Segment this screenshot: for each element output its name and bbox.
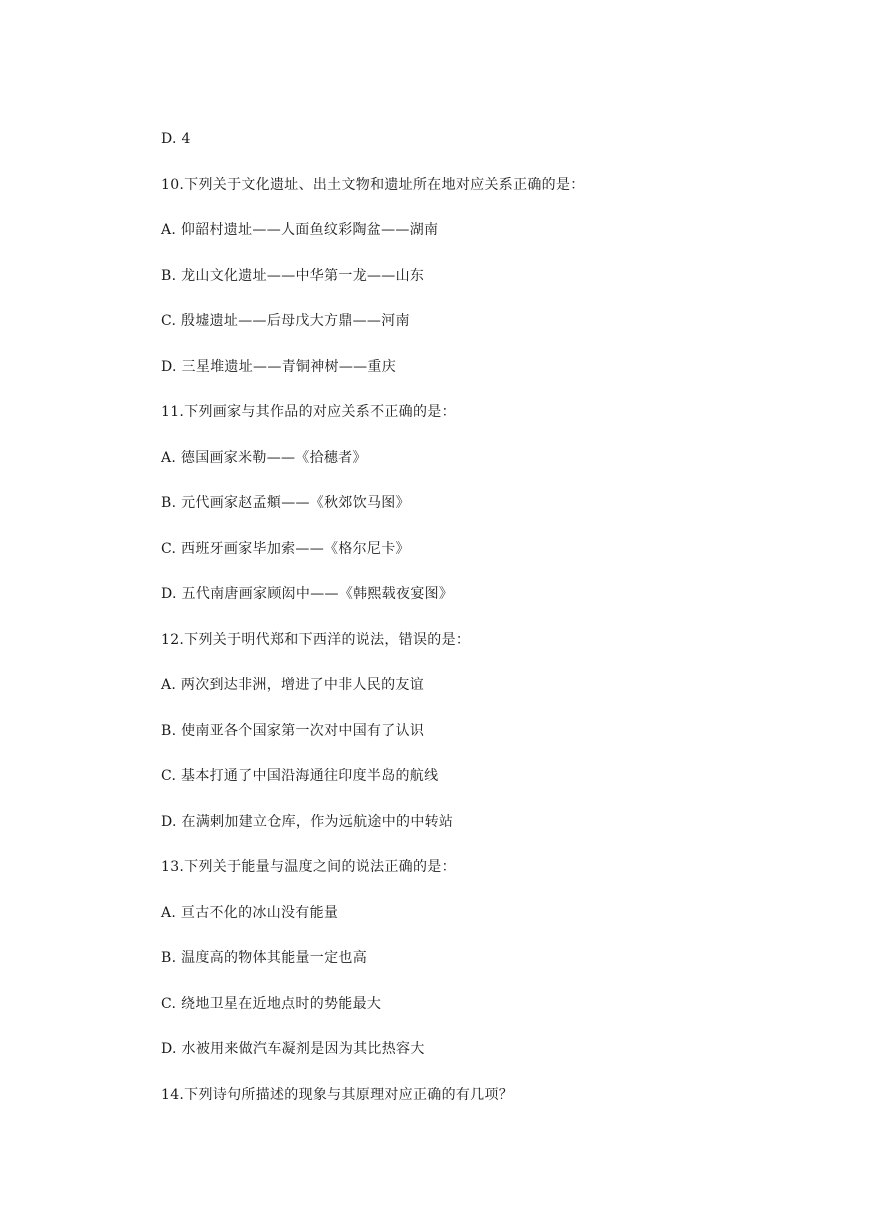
q10-option-b: B. 龙山文化遗址——中华第一龙——山东 — [161, 268, 425, 284]
q12-option-b: B. 使南亚各个国家第一次对中国有了认识 — [161, 723, 425, 739]
question-13: 13.下列关于能量与温度之间的说法正确的是： — [161, 859, 456, 875]
question-14: 14.下列诗句所描述的现象与其原理对应正确的有几项？ — [161, 1087, 514, 1103]
q11-option-c: C. 西班牙画家毕加索——《格尔尼卡》 — [161, 541, 410, 557]
q10-option-d: D. 三星堆遗址——青铜神树——重庆 — [161, 359, 397, 375]
q12-option-d: D. 在满剌加建立仓库，作为远航途中的中转站 — [161, 814, 454, 830]
q10-option-c: C. 殷墟遗址——后母戊大方鼎——河南 — [161, 313, 410, 329]
option-d-q9: D. 4 — [161, 131, 191, 147]
q11-option-a: A. 德国画家米勒——《拾穗者》 — [161, 450, 367, 466]
q11-option-d: D. 五代南唐画家顾闳中——《韩熙载夜宴图》 — [161, 586, 454, 602]
q13-option-d: D. 水被用来做汽车凝剂是因为其比热容大 — [161, 1041, 425, 1057]
q13-option-a: A. 亘古不化的冰山没有能量 — [161, 905, 339, 921]
q13-option-c: C. 绕地卫星在近地点时的势能最大 — [161, 996, 382, 1012]
q13-option-b: B. 温度高的物体其能量一定也高 — [161, 950, 367, 966]
question-11: 11.下列画家与其作品的对应关系不正确的是： — [161, 404, 456, 420]
question-10: 10.下列关于文化遗址、出土文物和遗址所在地对应关系正确的是： — [161, 177, 585, 193]
q11-option-b: B. 元代画家赵孟頫——《秋郊饮马图》 — [161, 495, 410, 511]
q12-option-c: C. 基本打通了中国沿海通往印度半岛的航线 — [161, 768, 439, 784]
question-12: 12.下列关于明代郑和下西洋的说法，错误的是： — [161, 632, 471, 648]
q12-option-a: A. 两次到达非洲，增进了中非人民的友谊 — [161, 677, 425, 693]
q10-option-a: A. 仰韶村遗址——人面鱼纹彩陶盆——湖南 — [161, 222, 439, 238]
